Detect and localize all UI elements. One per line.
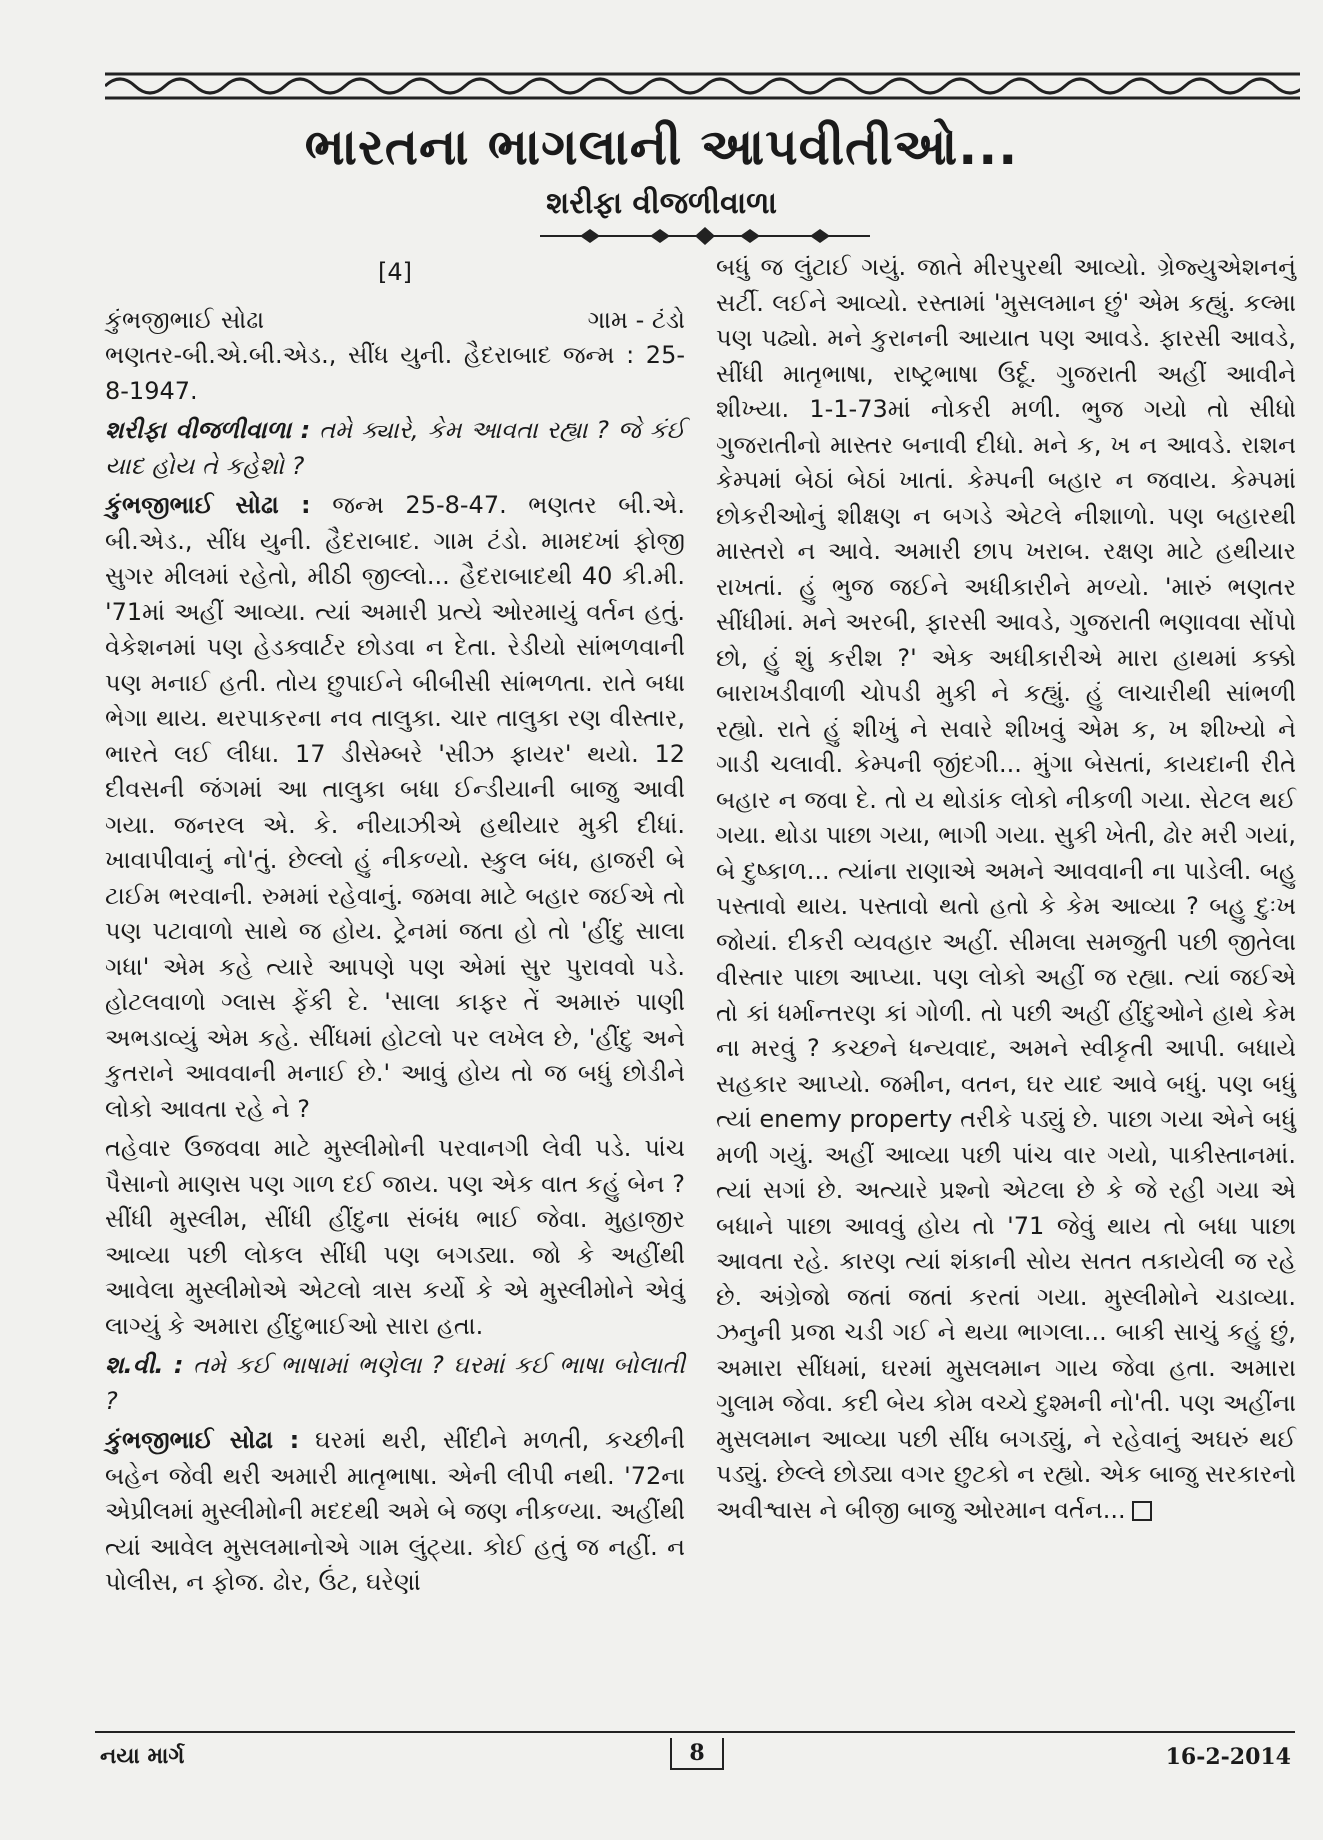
end-mark-icon <box>1132 1501 1152 1521</box>
question-text: તમે કઈ ભાષામાં ભણેલા ? ઘરમાં કઈ ભાષા બોલાતી ? <box>105 1351 685 1415</box>
question-2 <box>105 1348 685 1419</box>
left-column <box>105 255 685 1605</box>
magazine-name: નયા માર્ગ <box>100 1744 185 1769</box>
interviewer-label: શરીફા વીજળીવાળા : <box>105 416 311 444</box>
paragraph-2: તહેવાર ઉજવવા માટે મુસ્લીમોની પરવાનગી લેવી પડે. પાંચ પૈસાનો માણસ પણ ગાળ દઈ જાય. પણ એક વાત કહું બેન ? સીંધી મુસ્લીમ, સીંધી હીંદુના સંબંધ ભાઈ જેવા. મુહાજીર આવ્યા પછી લોકલ સીંધી પણ બગડ્યા. જો કે અહીંથી આવેલા મુસ્લીમોએ એટલો ત્રાસ કર્યો કે એ મુસ્લીમોને એવું લાગ્યું કે અમારા હીંદુભાઈઓ સારા હતા. <box>105 1134 685 1340</box>
speaker-label: કુંભજીભાઈ સોઢા : <box>105 1426 300 1454</box>
answer-text: જન્મ 25-8-47. ભણતર બી.એ. બી.એડ., સીંધ યુની. હૈદરાબાદ. ગામ ટંડો. મામદખાં ફોજી સુગર મીલમાં રહેતો, મીઠી જીલ્લો... હૈદરાબાદથી 40 કી.મી. '71માં અહીં આવ્યા. ત્યાં અમારી પ્રત્યે ઓરમાયું વર્તન હતું. વેકેશનમાં પણ હેડક્વાર્ટર છોડવા ન દેતા. રેડીયો સાંભળવાની પણ મનાઈ હતી. તોય છુપાઈને બીબીસી સાંભળતા. રાતે બધા ભેગા થાય. થરપાકરના નવ તાલુકા. ચાર તાલુકા રણ વીસ્તાર, ભારતે લઈ લીધા. 17 ડીસેમ્બરે 'સીઝ ફાયર' થયો. 12 દીવસની જંગમાં આ તાલુકા બધા ઈન્ડીયાની બાજુ આવી ગયા. જનરલ એ. કે. નીયાઝીએ હથીયાર મુકી દીધાં. ખાવાપીવાનું નો'તું. છેલ્લો હું નીકળ્યો. સ્કુલ બંધ, હાજરી બે ટાઈમ ભરવાની. રુમમાં રહેવાનું. જમવા માટે બહાર જઈએ તો પણ પટાવાળો સાથે જ હોય. ટ્રેનમાં જતા હો તો 'હીંદુ સાલા ગધા' એમ કહે ત્યારે આપણે પણ એમાં સુર પુરાવવો પડે. હોટલવાળો ગ્લાસ ફેંકી દે. 'સાલા કાફર તેં અમારું પાણી અભડાવ્યું એમ કહે. સીંધમાં હોટલો પર લખેલ છે, 'હીંદુ અને કુતરાને આવવાની મનાઈ છે.' આવું હોય તો જ બધું છોડીને લોકો આવતા રહે ને ? <box>105 491 685 1123</box>
author-name: શરીફા વીજળીવાળા <box>546 186 777 221</box>
education-line: ભણતર-બી.એ.બી.એડ., સીંધ યુની. હૈદરાબાદ જન્મ : 25-8-1947. <box>105 341 685 405</box>
person-name: કુંભજીભાઈ સોઢા <box>105 305 265 334</box>
right-column-text <box>716 250 1296 1528</box>
answer-2 <box>105 1423 685 1601</box>
part-number: [4] <box>378 258 412 286</box>
village: ગામ - ટંડો <box>587 305 685 334</box>
person-row <box>105 303 685 339</box>
answer-text: ઘરમાં થરી, સીંદીને મળતી, કચ્છીની બહેન જેવી થરી અમારી માતૃભાષા. એની લીપી નથી. '72ના એપ્રીલમાં મુસ્લીમોની મદદથી અમે બે જણ નીકળ્યા. અહીંથી ત્યાં આવેલ મુસલમાનોએ ગામ લુંટ્યા. કોઈ હતું જ નહીં. ન પોલીસ, ન ફોજ. ઢોર, ઉંટ, ઘરેણાં <box>105 1426 686 1596</box>
answer-1 <box>105 488 685 1127</box>
article-title: ભારતના ભાગલાની આપવીતીઓ... <box>304 118 1019 176</box>
interviewer-label: શ.વી. : <box>105 1351 184 1379</box>
scroll-border-ornament <box>105 66 1300 106</box>
continuation-text: બધું જ લુંટાઈ ગયું. જાતે મીરપુરથી આવ્યો. ગ્રેજ્યુએશનનું સર્ટી. લઈને આવ્યો. રસ્તામાં 'મુસલમાન છું' એમ કહ્યું. કલ્મા પણ પઢ્યો. મને કુરાનની આયાત પણ આવડે. ફારસી આવડે, સીંધી માતૃભાષા, રાષ્ટ્રભાષા ઉર્દૂ. ગુજરાતી અહીં આવીને શીખ્યા. 1-1-73માં નોકરી મળી. ભુજ ગયો તો સીધો ગુજરાતીનો માસ્તર બનાવી દીધો. મને ક, ખ ન આવડે. રાશન કેમ્પમાં બેઠાં બેઠાં ખાતાં. કેમ્પની બહાર ન જવાય. કેમ્પમાં છોકરીઓનું શીક્ષણ ન બગડે એટલે નીશાળો. પણ બહારથી માસ્તરો ન આવે. અમારી છાપ ખરાબ. રક્ષણ માટે હથીયાર રાખતાં. હું ભુજ જઈને અધીકારીને મળ્યો. 'મારું ભણતર સીંધીમાં. મને અરબી, ફારસી આવડે, ગુજરાતી ભણાવવા સોંપો છો, હું શું કરીશ ?' એક અધીકારીએ મારા હાથમાં કક્કો બારાખડીવાળી ચોપડી મુકી ને કહ્યું. હું લાચારીથી સાંભળી રહ્યો. રાતે હું શીખું ને સવારે શીખવું એમ ક, ખ શીખ્યો ને ગાડી ચલાવી. કેમ્પની જીંદગી... મુંગા બેસતાં, કાયદાની રીતે બહાર ન જવા દે. તો ય થોડાંક લોકો નીકળી ગયા. સેટલ થઈ ગયા. થોડા પાછા ગયા, ભાગી ગયા. સુકી ખેતી, ઢોર મરી ગયાં, બે દુષ્કાળ... ત્યાંના રાણાએ અમને આવવાની ના પાડેલી. બહુ પસ્તાવો થાય. પસ્તાવો થતો હતો કે કેમ આવ્યા ? બહુ દુઃખ જોયાં. દીકરી વ્યવહાર અહીં. સીમલા સમજુતી પછી જીતેલા વીસ્તાર પાછા આપ્યા. પણ લોકો અહીં જ રહ્યા. ત્યાં જઈએ તો કાં ધર્માન્તરણ કાં ગોળી. તો પછી અહીં હીંદુઓને હાથે કેમ ના મરવું ? કચ્છને ધન્યવાદ, અમને સ્વીકૃતી આપી. બધાયે સહકાર આપ્યો. જમીન, વતન, ઘર યાદ આવે બધું. પણ બધું ત્યાં enemy property તરીકે પડ્યું છે. પાછા ગયા એને બધું મળી ગયું. અહીં આવ્યા પછી પાંચ વાર ગયો, પાકીસ્તાનમાં. ત્યાં સગાં છે. અત્યારે પ્રશ્નો એટલા છે કે જે રહી ગયા એ બધાને પાછા આવવું હોય તો '71 જેવું થાય તો બધા પાછા આવતા રહે. કારણ ત્યાં શંકાની સોય સતત તકાયેલી જ રહે છે. અંગ્રેજો જતાં જતાં કરતાં ગયા. મુસ્લીમોને ચડાવ્યા. ઝનુની પ્રજા ચડી ગઈ ને થયા ભાગલા... બાકી સાચું કહું છું, અમારા સીંધમાં, ઘરમાં મુસલમાન ગાય જેવા હતા. અમારા ગુલામ જેવા. કદી બેય કોમ વચ્ચે દુશ્મની નો'તી. પણ અહીંના મુસલમાન આવ્યા પછી સીંધ બગડ્યું, ને રહેવાનું અઘરું થઈ પડ્યું. છેલ્લે છોડ્યા વગર છુટકો ન રહ્યો. એક બાજુ સરકારનો અવીશ્વાસ ને બીજી બાજુ ઓરમાન વર્તન... <box>716 253 1296 1524</box>
speaker-label: કુંભજીભાઈ સોઢા : <box>105 491 311 519</box>
page-number: 8 <box>670 1738 724 1770</box>
issue-date: 16-2-2014 <box>1165 1744 1291 1770</box>
right-column <box>716 250 1296 1532</box>
footer-rule <box>95 1731 1295 1733</box>
author-ornament <box>540 224 870 248</box>
question-1 <box>105 413 685 484</box>
question-text: તમે ક્યારે, કેમ આવતા રહ્યા ? જે કંઈ યાદ હોય તે કહેશો ? <box>105 416 685 480</box>
